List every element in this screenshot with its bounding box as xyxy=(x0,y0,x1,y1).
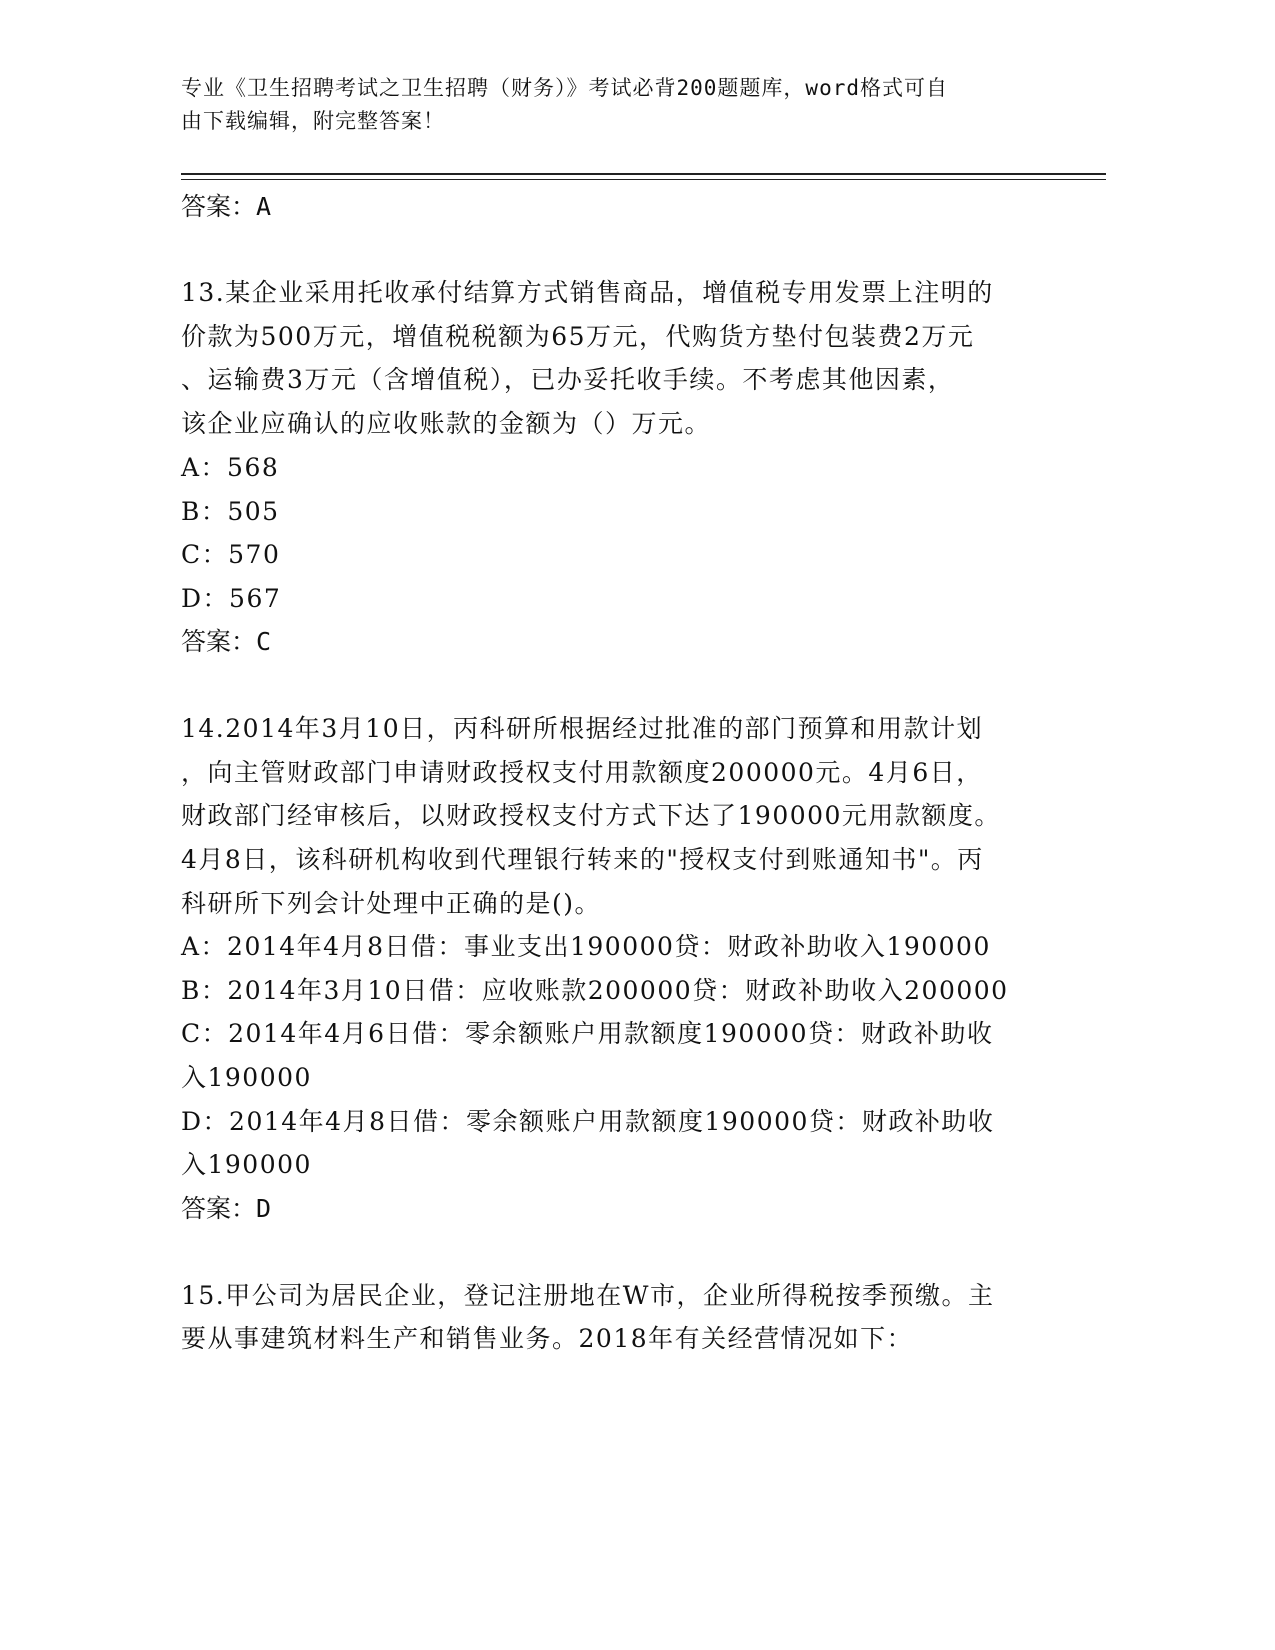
q13-line-3: 、运输费3万元（含增值税），已办妥托收手续。不考虑其他因素， xyxy=(181,365,955,394)
q14-option-d: D：2014年4月8日借：零余额账户用款额度190000贷：财政补助收 xyxy=(181,1107,995,1136)
q14-line-2: ，向主管财政部门申请财政授权支付用款额度200000元。4月6日， xyxy=(181,758,983,787)
q14-line-1: 14.2014年3月10日，丙科研所根据经过批准的部门预算和用款计划 xyxy=(181,714,984,743)
q13-line-2: 价款为500万元，增值税税额为65万元，代购货方垫付包装费2万元 xyxy=(181,322,975,351)
q13-option-d: D：567 xyxy=(181,584,282,613)
page-header xyxy=(181,72,1041,138)
q13-option-a: A：568 xyxy=(181,453,280,482)
q14-answer: 答案：D xyxy=(181,1194,272,1223)
q14-option-b: B：2014年3月10日借：应收账款200000贷：财政补助收入200000 xyxy=(181,976,1009,1005)
header-line-2: 由下载编辑，附完整答案！ xyxy=(181,109,445,133)
q14-option-c-cont: 入190000 xyxy=(181,1063,312,1092)
previous-answer: 答案：A xyxy=(181,192,272,221)
q15-line-1: 15.甲公司为居民企业，登记注册地在W市，企业所得税按季预缴。主 xyxy=(181,1281,995,1310)
q13-answer: 答案：C xyxy=(181,627,272,656)
q13-option-c: C：570 xyxy=(181,540,281,569)
header-rule-thin xyxy=(181,179,1106,180)
q14-option-a: A：2014年4月8日借：事业支出190000贷：财政补助收入190000 xyxy=(181,932,991,961)
q14-option-c: C：2014年4月6日借：零余额账户用款额度190000贷：财政补助收 xyxy=(181,1019,994,1048)
q13-line-1: 13.某企业采用托收承付结算方式销售商品，增值税专用发票上注明的 xyxy=(181,278,994,307)
header-line-1: 专业《卫生招聘考试之卫生招聘（财务）》考试必背200题题库，word格式可自 xyxy=(181,76,948,100)
q15-line-2: 要从事建筑材料生产和销售业务。2018年有关经营情况如下： xyxy=(181,1324,914,1353)
q14-line-5: 科研所下列会计处理中正确的是()。 xyxy=(181,889,602,918)
q13-line-4: 该企业应确认的应收账款的金额为（）万元。 xyxy=(181,409,712,438)
header-rule-thick xyxy=(181,173,1106,175)
q14-line-4: 4月8日，该科研机构收到代理银行转来的"授权支付到账通知书"。丙 xyxy=(181,845,984,874)
q13-option-b: B：505 xyxy=(181,497,280,526)
q14-option-d-cont: 入190000 xyxy=(181,1150,312,1179)
q14-line-3: 财政部门经审核后，以财政授权支付方式下达了190000元用款额度。 xyxy=(181,801,1001,830)
